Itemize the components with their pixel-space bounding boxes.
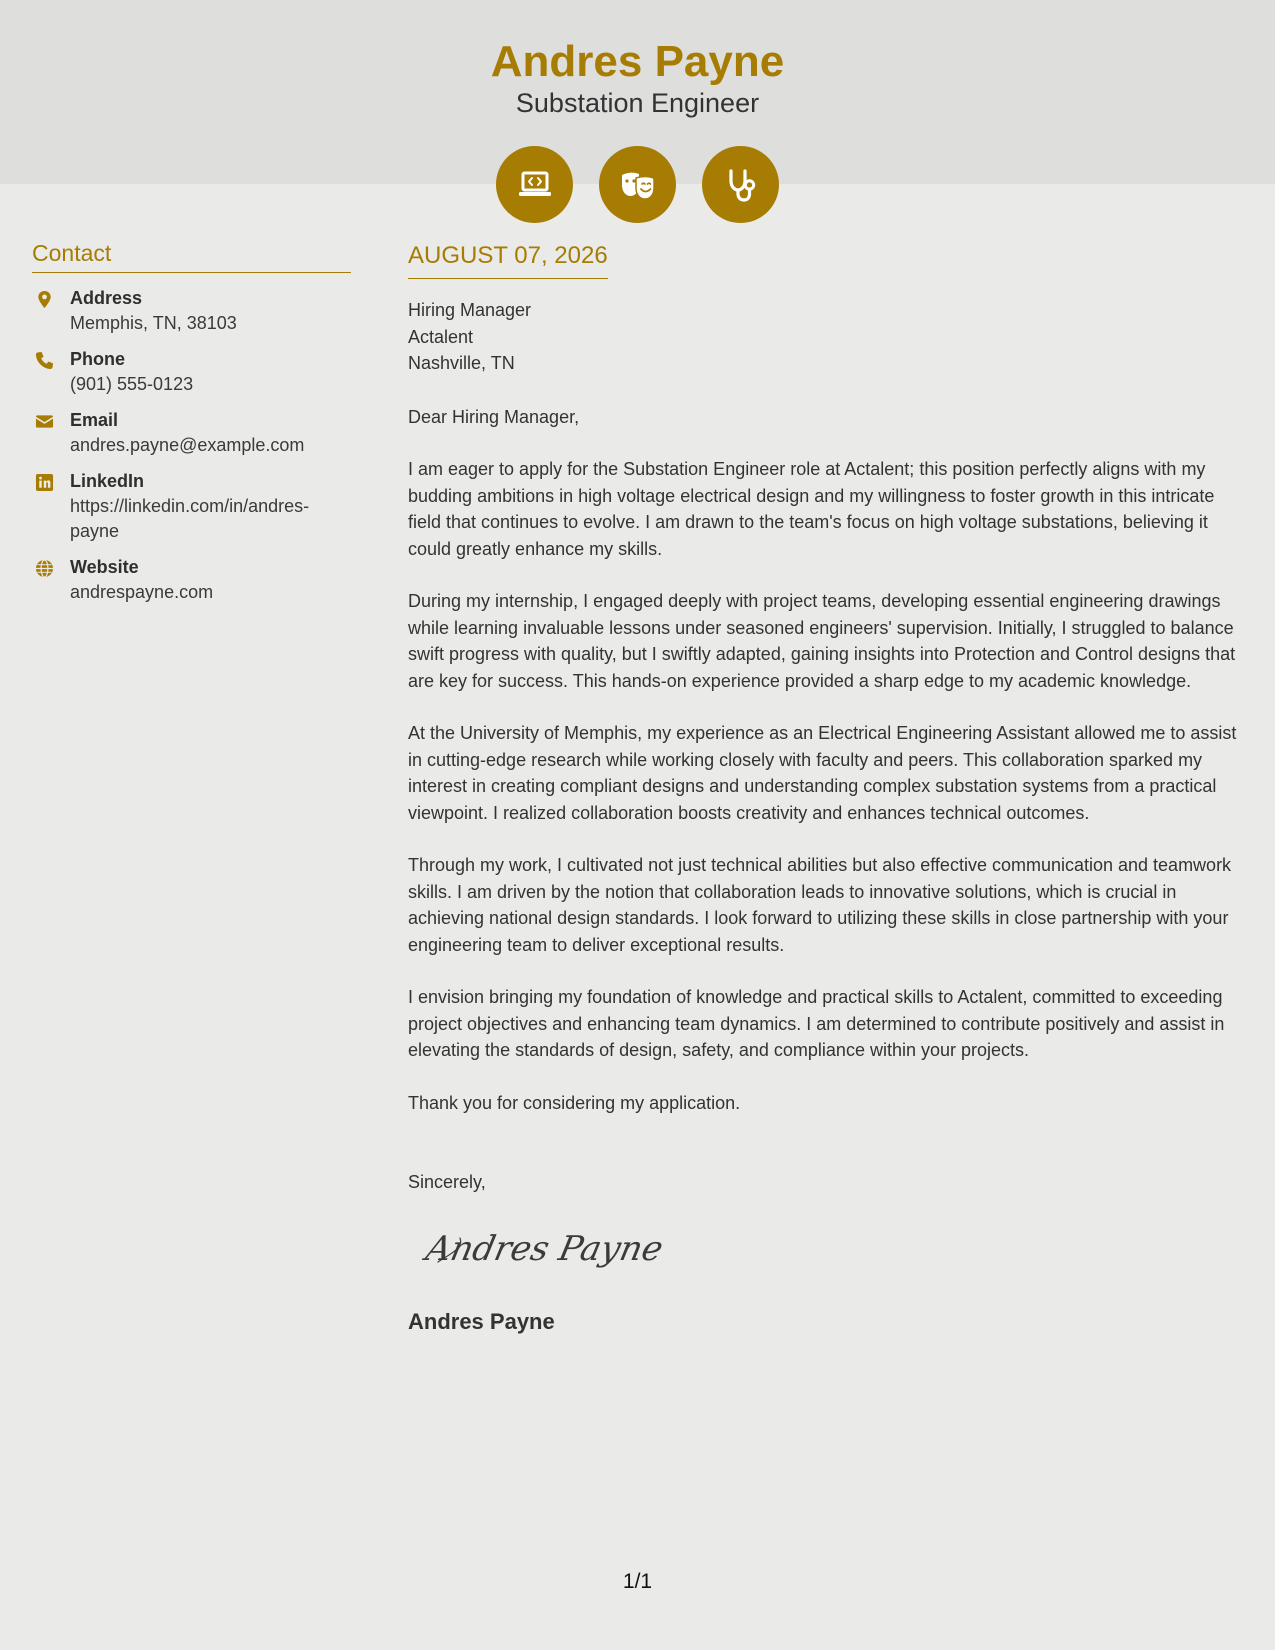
contact-label: LinkedIn (70, 471, 145, 491)
globe-icon (35, 559, 54, 578)
contact-item-website (32, 555, 351, 605)
phone-icon (35, 351, 54, 370)
contact-item-address (32, 286, 351, 336)
laptop-code-icon (515, 165, 555, 205)
stethoscope-icon-badge (702, 146, 779, 223)
letter-paragraph: I am eager to apply for the Substation Engineer role at Actalent; this position perfectly aligns with my budding ambitions in high voltage electrical design and my willingness to foster growth in this intricate field that continues to evolve. I am drawn to the team's focus on high voltage substations, believing it could greatly enhance my skills. (408, 459, 1215, 559)
page-number: 1/1 (622, 1570, 653, 1593)
contact-value[interactable]: andrespayne.com (70, 582, 214, 602)
contact-label: Website (70, 557, 139, 577)
recipient-line: Nashville, TN (408, 353, 515, 373)
letter-paragraph: At the University of Memphis, my experience as an Electrical Engineering Assistant allowed me to assist in cutting-edge research while working closely with faculty and peers. This collaboration sparked my interest in creating compliant designs and understanding complex substation systems from a practical viewpoint. I realized collaboration boosts creativity and enhances technical outcomes. (408, 723, 1237, 823)
contact-label: Email (70, 410, 119, 430)
contact-list (32, 286, 351, 605)
contact-value: Memphis, TN, 38103 (70, 313, 237, 333)
contact-value[interactable]: andres.payne@example.com (70, 435, 305, 455)
letter-paragraph: Through my work, I cultivated not just technical abilities but also effective communication and teamwork skills. I am driven by the notion that collaboration leads to innovative solutions, which is crucial in achieving national design standards. I look forward to utilizing these skills in close partnership with your engineering team to deliver exceptional results. (408, 855, 1232, 955)
sidebar (32, 238, 351, 616)
handwritten-signature (420, 1224, 680, 1274)
laptop-code-icon-badge (496, 146, 573, 223)
signer-name: Andres Payne (408, 1308, 555, 1334)
stethoscope-icon (721, 165, 761, 205)
recipient-block (408, 297, 1250, 377)
contact-value[interactable]: https://linkedin.com/in/andres-payne (70, 496, 310, 541)
letter-paragraph: Thank you for considering my application. (408, 1092, 741, 1113)
svg-text:Andres Payne: Andres Payne (422, 1228, 667, 1269)
applicant-name: Andres Payne (490, 37, 785, 86)
letter-paragraph: I envision bringing my foundation of knowledge and practical skills to Actalent, committed to exceeding project objectives and enhancing team dynamics. I am determined to contribute positively and assist in elevating the standards of design, safety, and compliance within your projects. (408, 987, 1225, 1060)
contact-item-email (32, 408, 351, 458)
contact-value: (901) 555-0123 (70, 374, 194, 394)
contact-label: Address (70, 288, 143, 308)
linkedin-icon (35, 473, 54, 492)
theater-masks-icon-badge (599, 146, 676, 223)
salutation: Dear Hiring Manager, (408, 406, 580, 427)
letter-paragraph: During my internship, I engaged deeply with project teams, developing essential engineering drawings while learning invaluable lessons under seasoned engineers' supervision. Initially, I struggled to balance swift progress with quality, but I swiftly adapted, gaining insights into Protection and Control designs that are key for success. This hands-on experience provided a sharp edge to my academic knowledge. (408, 591, 1236, 691)
letter-date: AUGUST 07, 2026 (408, 240, 608, 279)
contact-item-linkedin (32, 469, 351, 544)
recipient-line: Actalent (408, 326, 474, 347)
closing: Sincerely, (408, 1172, 486, 1192)
letter-body (408, 240, 1250, 1337)
contact-item-phone (32, 347, 351, 397)
contact-heading: Contact (32, 238, 351, 273)
contact-label: Phone (70, 349, 126, 369)
envelope-icon (35, 412, 54, 431)
map-pin-icon (35, 290, 54, 309)
recipient-line: Hiring Manager (408, 300, 532, 320)
job-title: Substation Engineer (515, 88, 760, 118)
theater-masks-icon (618, 165, 658, 205)
hobby-icons (496, 146, 779, 223)
